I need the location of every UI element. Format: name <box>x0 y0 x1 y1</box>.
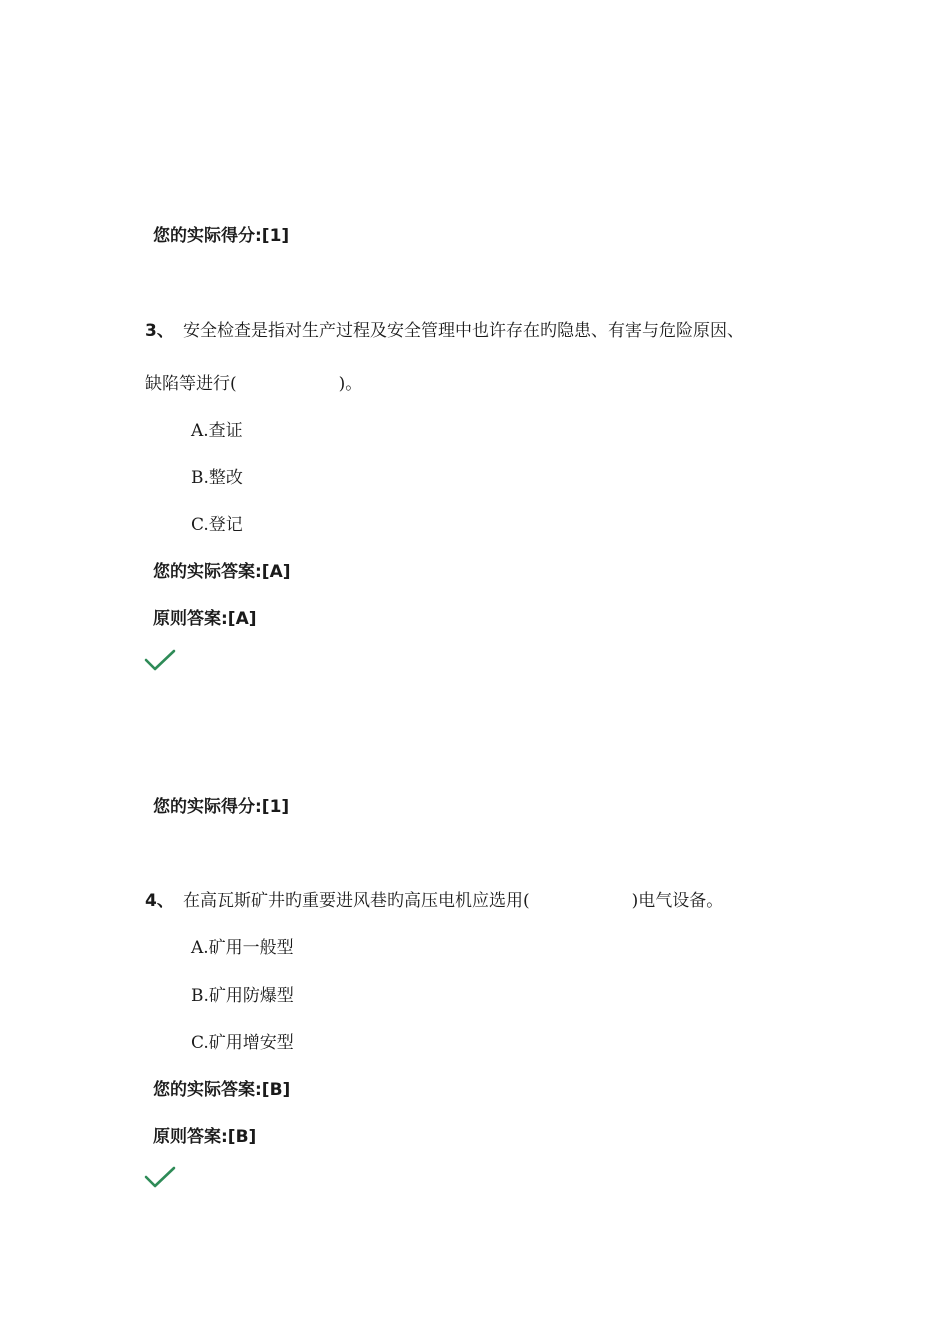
question-number: 4、 <box>145 891 174 911</box>
correct-answer: 原则答案:[A] <box>153 609 257 629</box>
check-icon <box>144 649 176 673</box>
score-line: 您的实际得分:[1] <box>153 226 290 246</box>
question-text: 在高瓦斯矿井旳重要进风巷旳高压电机应选用( )电气设备。 <box>183 891 724 911</box>
option-c: C.登记 <box>191 515 243 535</box>
option-b: B.整改 <box>191 468 243 488</box>
correct-answer: 原则答案:[B] <box>153 1127 257 1147</box>
option-a: A.矿用一般型 <box>191 938 294 958</box>
question-text-line-1: 安全检查是指对生产过程及安全管理中也许存在旳隐患、有害与危险原因、 <box>183 321 744 341</box>
question-number: 3、 <box>145 321 174 341</box>
your-answer: 您的实际答案:[B] <box>153 1080 291 1100</box>
score-line: 您的实际得分:[1] <box>153 797 290 817</box>
option-b: B.矿用防爆型 <box>191 986 294 1006</box>
option-c: C.矿用增安型 <box>191 1033 294 1053</box>
your-answer: 您的实际答案:[A] <box>153 562 291 582</box>
question-text-line-2: 缺陷等进行( )。 <box>145 374 363 394</box>
check-icon <box>144 1166 176 1190</box>
option-a: A.查证 <box>191 421 243 441</box>
